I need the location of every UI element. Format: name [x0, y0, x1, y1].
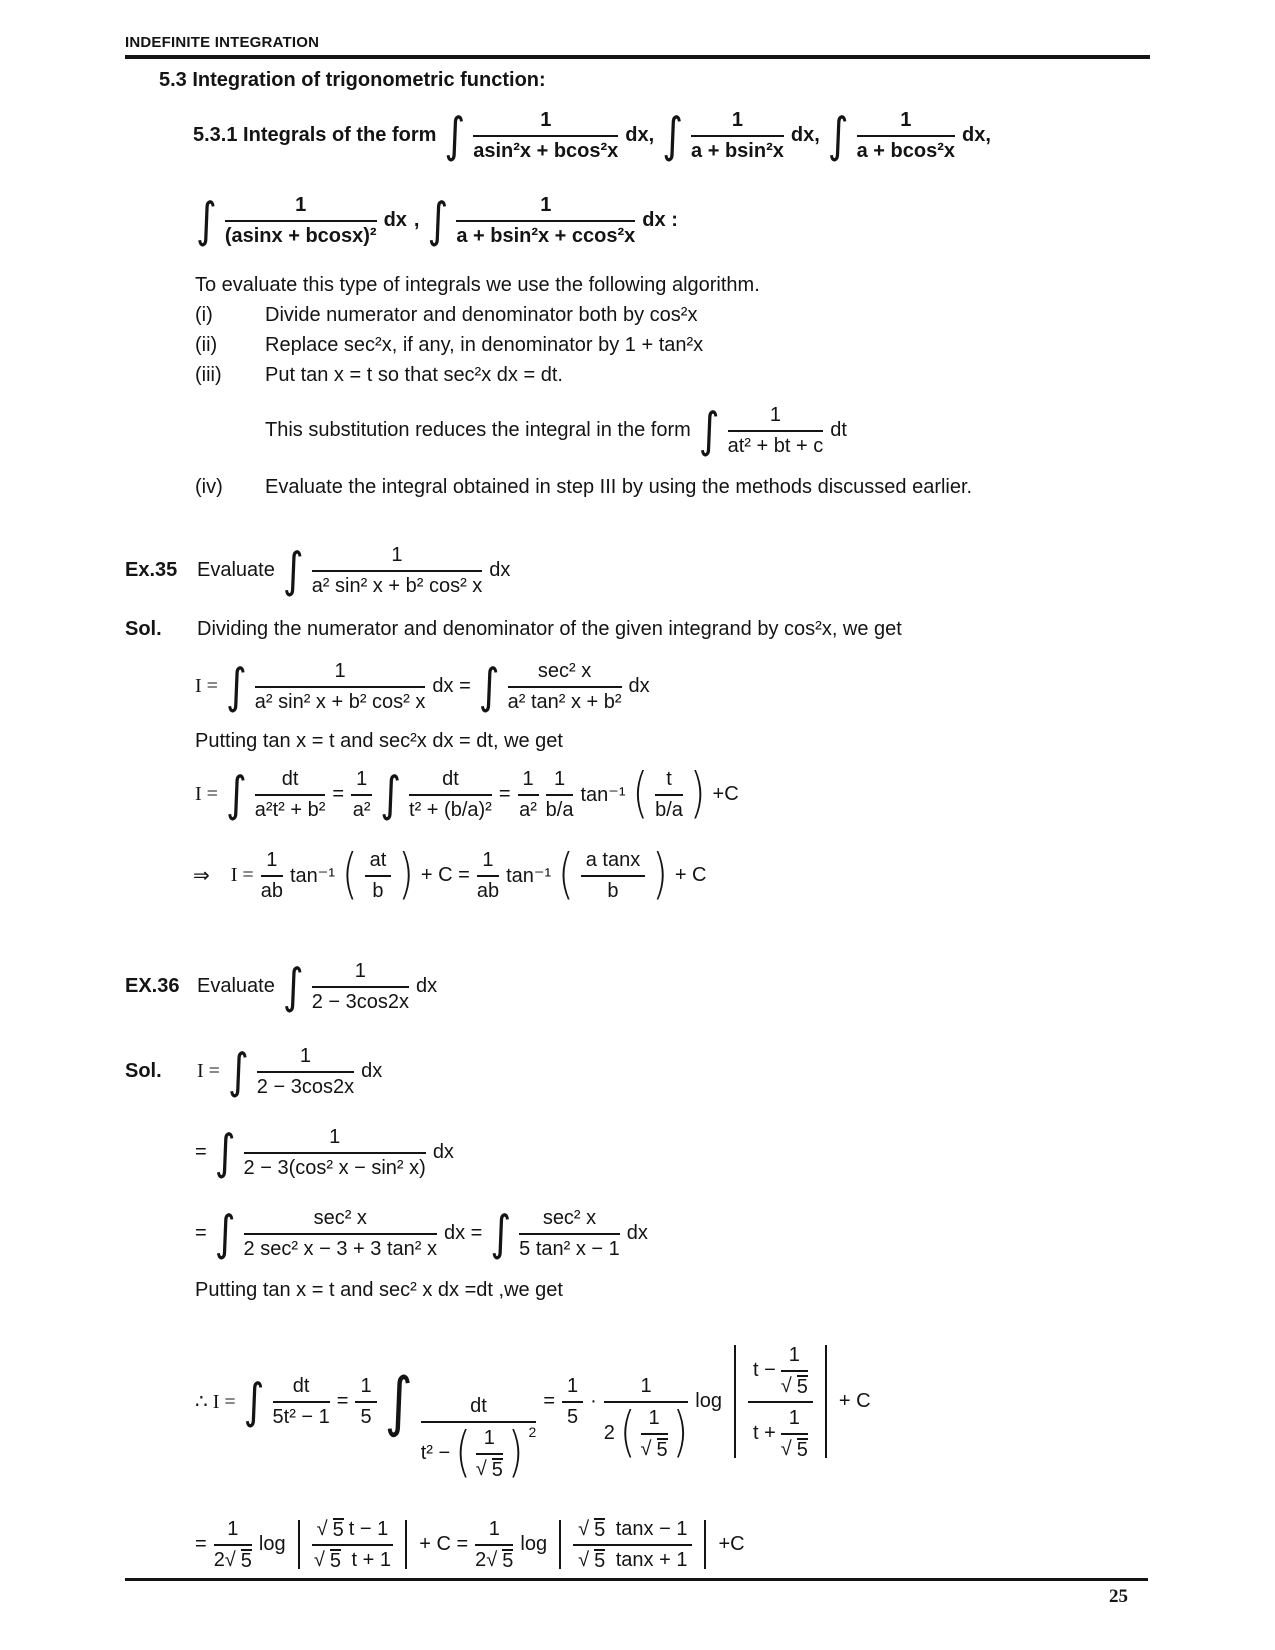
numerator: 1 [604, 1374, 688, 1403]
ex35-step-2 [195, 762, 1150, 826]
ex36-header [125, 959, 1150, 1014]
math-text: = [195, 1222, 207, 1244]
denominator: at² + bt + c [727, 435, 824, 457]
denominator: 5 [567, 1406, 579, 1428]
step-marker: (iv) [195, 476, 223, 498]
fraction [261, 848, 283, 903]
fraction [546, 767, 574, 822]
evaluate-text: Evaluate [197, 559, 275, 581]
denominator: √ 5 tanx + 1 [578, 1549, 688, 1572]
formula-label: 5.3.1 Integrals of the form [193, 124, 437, 146]
log-function: log [695, 1390, 722, 1412]
algorithm-step-4 [195, 476, 1150, 499]
math-text: I = [195, 675, 218, 697]
numerator: sec² x [519, 1206, 620, 1235]
numerator: √ 5 t − 1 [312, 1517, 394, 1546]
algorithm-step-1 [195, 304, 1150, 327]
denominator: b/a [655, 799, 683, 821]
right-paren: ) [689, 762, 706, 826]
left-paren: ( [342, 843, 358, 907]
ex36-problem [197, 959, 437, 1014]
ex35-step-1 [195, 659, 1150, 714]
numerator: 1 [562, 1374, 583, 1403]
step-text: Put tan x = t so that sec²x dx = dt. [265, 364, 563, 386]
denominator: 2√ 5 [213, 1549, 252, 1572]
page-number: 25 [1109, 1586, 1128, 1607]
math-text: ∴ I = [195, 1391, 236, 1413]
numerator: sec² x [508, 659, 622, 688]
math-text: dx [628, 675, 650, 697]
numerator: dt [409, 767, 492, 796]
numerator: 1 [255, 659, 426, 688]
numerator: t [655, 767, 683, 796]
left-paren: ( [558, 843, 574, 907]
fraction [365, 848, 392, 903]
arctan-function: tan⁻¹ [506, 865, 552, 887]
numerator: 1 [244, 1125, 426, 1154]
fraction [728, 403, 824, 458]
algorithm-step-2 [195, 334, 1150, 357]
numerator: 1 [691, 108, 784, 137]
fraction [255, 659, 426, 714]
numerator: 1 [312, 543, 483, 572]
math-text: = [195, 1141, 207, 1163]
step-text: Replace sec²x, if any, in denominator by 1 + tan²x [265, 334, 704, 356]
fraction [475, 1517, 513, 1572]
right-paren: ) [652, 843, 668, 907]
step-marker: (i) [195, 304, 213, 326]
multiply-dot: · [590, 1390, 597, 1412]
fraction [857, 108, 955, 163]
numerator: 1 [728, 403, 824, 432]
implies-arrow: ⇒ [193, 865, 210, 887]
denominator: a² [519, 799, 537, 821]
page-header [125, 34, 1150, 59]
ex35-header [125, 543, 1150, 598]
denominator: a + bsin²x + ccos²x [456, 225, 636, 247]
header-rule [125, 55, 1150, 59]
numerator: 1 [312, 959, 409, 988]
denominator: a² sin² x + b² cos² x [311, 575, 483, 597]
numerator: 1 [456, 193, 635, 222]
step-marker: (iii) [195, 364, 222, 386]
integral-sign: ∫ [490, 1205, 512, 1262]
reduce-text: This substitution reduces the integral in the form [265, 419, 691, 441]
numerator: dt [255, 767, 326, 796]
fraction [581, 848, 645, 903]
denominator: a² sin² x + b² cos² x [254, 691, 426, 713]
denominator: a² [352, 799, 371, 821]
right-paren: ) [398, 843, 414, 907]
reduce-form-row [265, 403, 1150, 458]
denominator: a + bsin²x [691, 140, 784, 162]
fraction [225, 193, 377, 248]
fraction [476, 1426, 503, 1481]
denominator: a²t² + b² [254, 799, 326, 821]
formula-531-line1 [193, 108, 1150, 163]
math-text: = [543, 1390, 555, 1412]
example-label: Ex.35 [125, 559, 178, 581]
numerator: 1 [781, 1343, 808, 1372]
denominator [420, 1421, 537, 1485]
ex35-solution-intro [125, 618, 1150, 641]
math-text: dx [415, 975, 438, 997]
numerator: 1 [261, 848, 283, 877]
evaluate-text: Evaluate [197, 975, 275, 997]
denominator: √ 5 [780, 1438, 808, 1461]
integral-sign: ∫ [662, 107, 684, 164]
fraction [257, 1044, 354, 1099]
math-text: + C = [419, 1533, 469, 1555]
denominator: a² tan² x + b² [507, 691, 622, 713]
math-text: I = [197, 1060, 220, 1082]
exponent: 2 [528, 1424, 537, 1440]
numerator: 1 [257, 1044, 354, 1073]
numerator [748, 1342, 813, 1403]
math-text: dt [830, 419, 847, 441]
math-text: dx, [790, 124, 820, 146]
abs-bar [734, 1345, 736, 1458]
formula-531-line2 [195, 193, 1150, 248]
numerator: 1 [214, 1517, 252, 1546]
arctan-function: tan⁻¹ [289, 865, 335, 887]
fraction [562, 1374, 583, 1429]
math-text: dx [432, 1141, 454, 1163]
fraction [477, 848, 499, 903]
ex36-step-3 [195, 1206, 1150, 1261]
numerator: 1 [355, 1374, 376, 1403]
numerator: 1 [476, 1426, 503, 1455]
fraction [519, 1206, 620, 1261]
log-function: log [258, 1533, 286, 1555]
numerator: a tanx [581, 848, 645, 877]
numerator: 1 [477, 848, 499, 877]
denominator: b [372, 880, 384, 902]
numerator: dt [421, 1394, 537, 1423]
fraction [518, 767, 539, 822]
footer-rule [125, 1578, 1148, 1581]
math-text: + C [674, 864, 707, 886]
integral-sign: ∫ [196, 192, 217, 249]
ex36-step-4 [195, 1342, 1150, 1485]
denominator: ab [260, 880, 283, 902]
denominator: a + bcos²x [856, 140, 955, 162]
denominator: 5t² − 1 [272, 1406, 330, 1428]
ex35-putting-text: Putting tan x = t and sec²x dx = dt, we get [195, 730, 563, 752]
solution-label: Sol. [125, 1060, 162, 1082]
integral-sign: ∫ [384, 1363, 413, 1440]
left-paren: ( [619, 1401, 636, 1465]
fraction [573, 1517, 692, 1572]
abs-bar [405, 1520, 407, 1569]
integral-sign: ∫ [243, 1373, 265, 1430]
abs-bar [825, 1345, 827, 1458]
integral-sign: ∫ [225, 658, 247, 715]
numerator: 1 [641, 1406, 668, 1435]
math-text: t − [752, 1359, 776, 1381]
numerator: 1 [225, 193, 377, 222]
math-text: dx : [642, 209, 678, 231]
ex36-solution-intro [125, 1044, 1150, 1099]
abs-bar [298, 1520, 300, 1569]
integral-sign: ∫ [827, 107, 849, 164]
numerator: sec² x [244, 1206, 437, 1235]
denominator: 5 [360, 1406, 372, 1428]
numerator: at [365, 848, 392, 877]
denominator: b/a [545, 799, 574, 821]
ex36-step-2 [195, 1125, 1150, 1180]
fraction [409, 767, 492, 822]
integral-sign: ∫ [380, 766, 402, 823]
fraction [781, 1406, 808, 1461]
denominator: 2√ 5 [475, 1549, 514, 1572]
integral-sign: ∫ [227, 1043, 249, 1100]
math-text: dx = [432, 675, 471, 697]
denominator: √ 5 [640, 1438, 668, 1461]
denominator: b [607, 880, 619, 902]
ex35-problem [197, 543, 510, 598]
denominator: 2 − 3(cos² x − sin² x) [243, 1157, 426, 1179]
math-text: = [195, 1533, 207, 1555]
denominator: √ 5 [475, 1458, 503, 1481]
denominator: 5 tan² x − 1 [519, 1238, 620, 1260]
numerator: 1 [351, 767, 372, 796]
fraction-abs [748, 1342, 813, 1461]
denominator: 2 − 3cos2x [311, 991, 409, 1013]
numerator: 1 [781, 1406, 808, 1435]
log-function: log [520, 1533, 548, 1555]
fraction [351, 767, 372, 822]
numerator: 1 [475, 1517, 513, 1546]
ex36-putting-text: Putting tan x = t and sec² x dx =dt ,we get [195, 1279, 563, 1301]
ex36-step-1 [197, 1044, 382, 1099]
ex36-step-5 [195, 1517, 1150, 1572]
numerator: 1 [546, 767, 574, 796]
algorithm-intro: To evaluate this type of integrals we use the following algorithm. [195, 274, 760, 296]
fraction-deep [420, 1394, 537, 1485]
fraction [244, 1206, 437, 1261]
left-paren: ( [632, 762, 649, 826]
example-label: EX.36 [125, 975, 180, 997]
denominator [748, 1403, 813, 1461]
denominator: 2 sec² x − 3 + 3 tan² x [243, 1238, 437, 1260]
right-paren: ) [672, 1401, 689, 1465]
integral-sign: ∫ [214, 1205, 236, 1262]
denominator: ab [476, 880, 500, 902]
math-text: dx [626, 1222, 648, 1244]
denominator: 2 − 3cos2x [256, 1076, 355, 1098]
math-text: dx, [962, 124, 991, 146]
denominator: (asinx + bcosx)² [224, 225, 377, 247]
math-text: = [336, 1390, 349, 1412]
math-text: + C = [420, 864, 470, 886]
solution-label: Sol. [125, 618, 162, 640]
numerator: 1 [473, 108, 618, 137]
numerator: 1 [857, 108, 955, 137]
fraction-composite [603, 1374, 689, 1465]
fraction [508, 659, 622, 714]
fraction [641, 1406, 668, 1461]
math-text: +C [712, 783, 739, 805]
denominator [603, 1401, 689, 1465]
integral-sign: ∫ [444, 107, 466, 164]
fraction [691, 108, 784, 163]
section-title: 5.3 Integration of trigonometric function: [159, 69, 546, 91]
algorithm-step-3 [195, 364, 1150, 387]
math-text: I = [230, 864, 254, 886]
step-marker: (ii) [195, 334, 218, 356]
math-text: t² − [420, 1442, 451, 1464]
math-text: dx [361, 1060, 383, 1082]
math-text: I = [195, 783, 218, 805]
numerator: 1 [518, 767, 539, 796]
fraction [473, 108, 618, 163]
fraction [781, 1343, 808, 1398]
right-paren: ) [507, 1421, 524, 1485]
fraction [312, 1517, 394, 1572]
fraction [244, 1125, 426, 1180]
math-text: = [498, 783, 511, 805]
fraction [312, 959, 409, 1014]
math-text: +C [718, 1533, 745, 1555]
step-text: Evaluate the integral obtained in step III by using the methods discussed earlier. [265, 476, 973, 498]
denominator: √ 5 [780, 1375, 808, 1398]
math-text: t + [752, 1422, 776, 1444]
abs-bar [559, 1520, 561, 1569]
integral-sign: ∫ [478, 658, 500, 715]
math-text: dx [383, 209, 407, 231]
fraction [273, 1374, 330, 1429]
step-text: Divide numerator and denominator both by cos²x [265, 304, 698, 326]
fraction [456, 193, 635, 248]
left-paren: ( [455, 1421, 471, 1485]
integral-sign: ∫ [698, 402, 720, 459]
math-text: , [413, 209, 420, 231]
integral-sign: ∫ [282, 542, 304, 599]
integral-sign: ∫ [427, 192, 449, 249]
ex35-step-3 [193, 843, 1150, 907]
integral-sign: ∫ [225, 766, 247, 823]
math-text: + C [838, 1390, 871, 1412]
abs-bar [704, 1520, 706, 1569]
fraction [312, 543, 483, 598]
math-text: dx [489, 559, 511, 581]
fraction [355, 1374, 376, 1429]
solution-text: Dividing the numerator and denominator of the given integrand by cos²x, we get [197, 618, 902, 640]
fraction [214, 1517, 252, 1572]
math-text: dx = [443, 1222, 483, 1244]
arctan-function: tan⁻¹ [580, 784, 626, 806]
integral-sign: ∫ [282, 958, 304, 1015]
math-text: dx, [625, 124, 655, 146]
numerator: dt [273, 1374, 330, 1403]
integral-sign: ∫ [214, 1124, 236, 1181]
denominator: t² + (b/a)² [409, 799, 492, 821]
denominator: √ 5 t + 1 [313, 1549, 391, 1572]
fraction [655, 767, 683, 822]
numerator: √ 5 tanx − 1 [573, 1517, 692, 1546]
denominator: asin²x + bcos²x [473, 140, 619, 162]
math-text: 2 [603, 1422, 615, 1444]
fraction [255, 767, 326, 822]
math-text: = [332, 783, 345, 805]
running-header: INDEFINITE INTEGRATION [125, 34, 320, 51]
